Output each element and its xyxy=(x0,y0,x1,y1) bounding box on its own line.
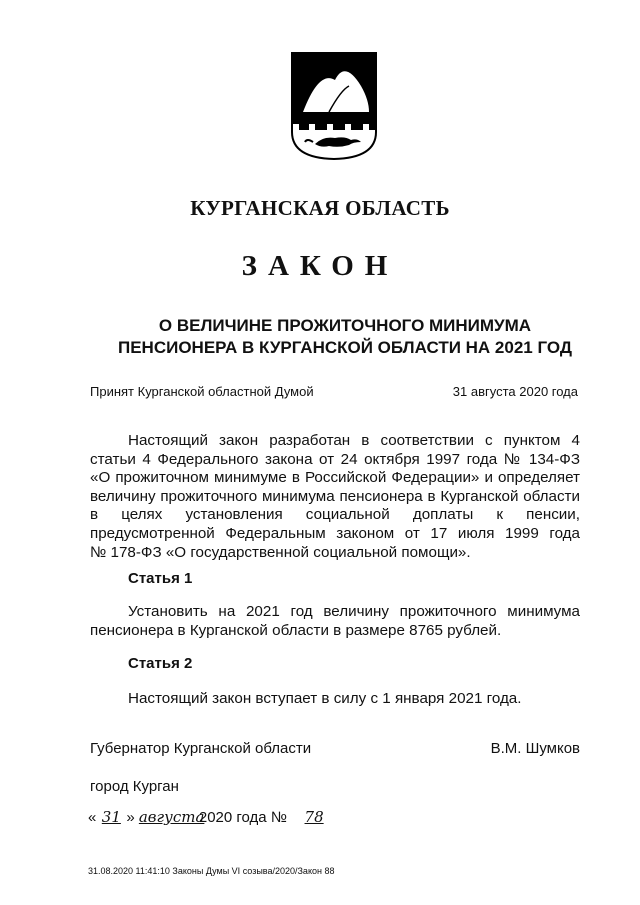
close-quote: » xyxy=(126,809,135,826)
coat-of-arms-icon xyxy=(289,50,379,162)
preamble-line: Настоящий закон разработан в соответствии с пунктом 4 xyxy=(128,432,580,449)
preamble-line: предусмотренной Федеральным законом от 17 июля 1999 года xyxy=(90,524,580,542)
open-quote: « xyxy=(88,809,97,826)
signing-dateline xyxy=(88,808,337,826)
preamble-line: № 178-ФЗ «О государственной социальной помощи». xyxy=(90,543,471,561)
law-title-line: ПЕНСИОНЕРА В КУРГАНСКОЙ ОБЛАСТИ НА 2021 ГОД xyxy=(118,338,572,357)
handwritten-day: 31 xyxy=(101,808,121,826)
adopted-by: Принят Курганской областной Думой xyxy=(90,384,314,399)
article-1-line: пенсионера в Курганской области в размере 8765 рублей. xyxy=(90,621,502,639)
preamble-line: статьи 4 Федерального закона от 24 октября 1997 года № 134-ФЗ xyxy=(90,450,580,468)
article-2-heading: Статья 2 xyxy=(128,655,193,672)
signing-city: город Курган xyxy=(90,778,179,795)
handwritten-law-number: 78 xyxy=(304,808,324,826)
handwritten-month: августа xyxy=(138,808,205,826)
preamble-line: величину прожиточного минимума пенсионера в Курганской области xyxy=(90,487,580,505)
year-and-number-label: 2020 года № xyxy=(198,809,287,826)
document-type: ЗАКОН xyxy=(241,250,399,282)
article-1-text xyxy=(90,603,580,640)
preamble-line: «О прожиточном минимуме в Российской Федерации» и определяет xyxy=(90,469,580,487)
law-title-line: О ВЕЛИЧИНЕ ПРОЖИТОЧНОГО МИНИМУМА xyxy=(158,316,532,335)
article-1-heading: Статья 1 xyxy=(128,570,193,587)
law-title xyxy=(60,315,630,359)
preamble xyxy=(90,432,580,562)
region-name: КУРГАНСКАЯ ОБЛАСТЬ xyxy=(190,196,450,220)
article-2-text: Настоящий закон вступает в силу с 1 января 2021 года. xyxy=(128,690,522,707)
footer-note: 31.08.2020 11:41:10 Законы Думы VI созыва/2020/Закон 88 xyxy=(88,866,335,876)
signatory-name: В.М. Шумков xyxy=(490,740,580,757)
article-1-line: Установить на 2021 год величину прожиточного минимума xyxy=(128,603,580,620)
adoption-date: 31 августа 2020 года xyxy=(452,384,578,399)
preamble-line: в целях установления социальной доплаты к пенсии, xyxy=(90,506,580,524)
signatory-position: Губернатор Курганской области xyxy=(90,740,312,757)
